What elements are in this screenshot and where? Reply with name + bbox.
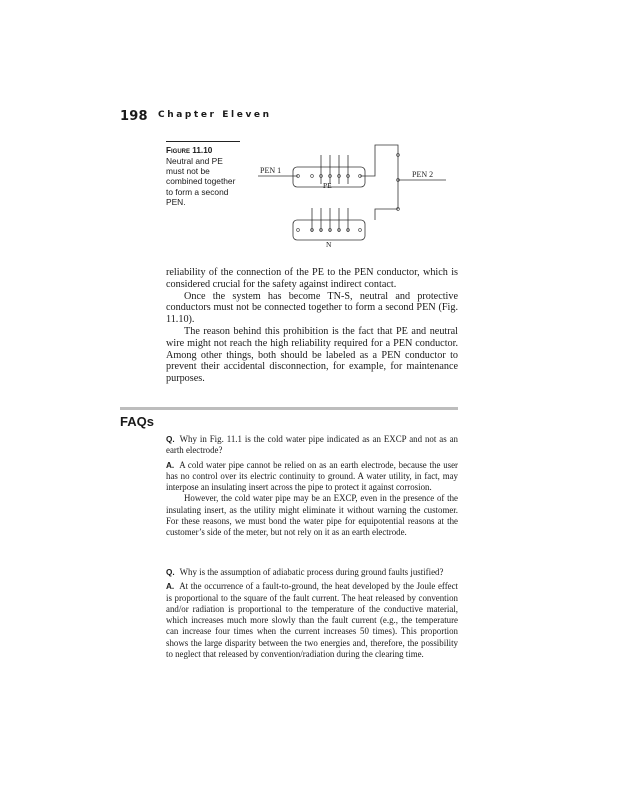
faq-question: [166, 567, 458, 578]
caption-rule: [166, 141, 240, 142]
pen2-label: PEN 2: [412, 170, 434, 179]
a-label: A.: [166, 582, 175, 592]
faq-answer: [166, 460, 458, 494]
body-text: [166, 267, 458, 385]
question-text: Why in Fig. 11.1 is the cold water pipe indicated as an EXCP and not as an earth electrode?: [166, 434, 458, 456]
chapter-title: Chapter Eleven: [158, 110, 272, 120]
n-label: N: [326, 240, 332, 249]
faq-item: [166, 434, 458, 539]
page-number: 198: [120, 109, 148, 124]
figure-caption: [166, 141, 242, 207]
q-label: Q.: [166, 435, 175, 444]
n-link: [375, 209, 398, 220]
figure-caption-text: [166, 156, 242, 207]
a-label: A.: [166, 460, 175, 470]
n-busbar: [293, 220, 365, 240]
section-rule: [120, 407, 458, 410]
body-paragraph: Once the system has become TN-S, neutral and protective conductors must not be connected together to form a second PEN (Fig. 11.10).: [166, 290, 458, 326]
answer-text: A cold water pipe cannot be relied on as an earth electrode, because the user has no control over its electric continuity to ground. A water utility, in fact, may interpose an insulating insert across the pipe to protect it against corrosion.: [166, 459, 458, 493]
faq-question: [166, 434, 458, 457]
answer-text: At the occurrence of a fault-to-ground, the heat developed by the Joule effect is proportional to the square of the fault current. The heat released by convention and/or radiation is proportional to the temperature of the conductive material, which increases much more slowly than the fault current (e.g., the temperature can increase four times when the current increases 50 times). This proportion shows the large disparity between the two energies and, therefore, the possibility to neglect that released by convention/radiation during the clearing time.: [166, 581, 458, 660]
terminal: [297, 229, 300, 232]
caption-line: must not be: [166, 166, 210, 177]
page-header: [120, 107, 148, 125]
pe-label: PE: [323, 181, 332, 190]
pe-link: [360, 145, 398, 176]
pen1-label: PEN 1: [260, 166, 282, 175]
figure-diagram: [250, 140, 450, 257]
q-label: Q.: [166, 568, 175, 577]
question-text: Why is the assumption of adiabatic process during ground faults justified?: [179, 567, 444, 577]
caption-line: PEN.: [166, 196, 186, 207]
figure-label: Figure 11.10: [166, 146, 213, 155]
terminal: [311, 175, 314, 178]
faq-answer: [166, 581, 458, 660]
pen-diagram-svg: [250, 140, 450, 252]
caption-line: combined together: [166, 176, 236, 187]
caption-line: to form a second: [166, 186, 229, 197]
body-paragraph: The reason behind this prohibition is the fact that PE and neutral wire might not reach the high reliability required for a PEN conductor. Among other things, both should be labeled as a PEN conductor to prevent their accidental disconnection, for example, for maintenance purposes.: [166, 325, 458, 385]
caption-line: Neutral and PE: [166, 156, 223, 166]
body-paragraph: reliability of the connection of the PE to the PEN conductor, which is considered crucial for the safety against indirect contact.: [166, 267, 458, 290]
faq-answer-paragraph: However, the cold water pipe may be an EXCP, even in the presence of the insulating insert, as the utility might eliminate it without warning the customer. For these reasons, we must bond the water pipe for equipotential reasons at the customer’s side of the meter, but not rely on it as an earth electrode.: [166, 493, 458, 538]
faq-item: [166, 567, 458, 660]
terminal: [359, 229, 362, 232]
faqs-heading: FAQs: [120, 414, 154, 429]
